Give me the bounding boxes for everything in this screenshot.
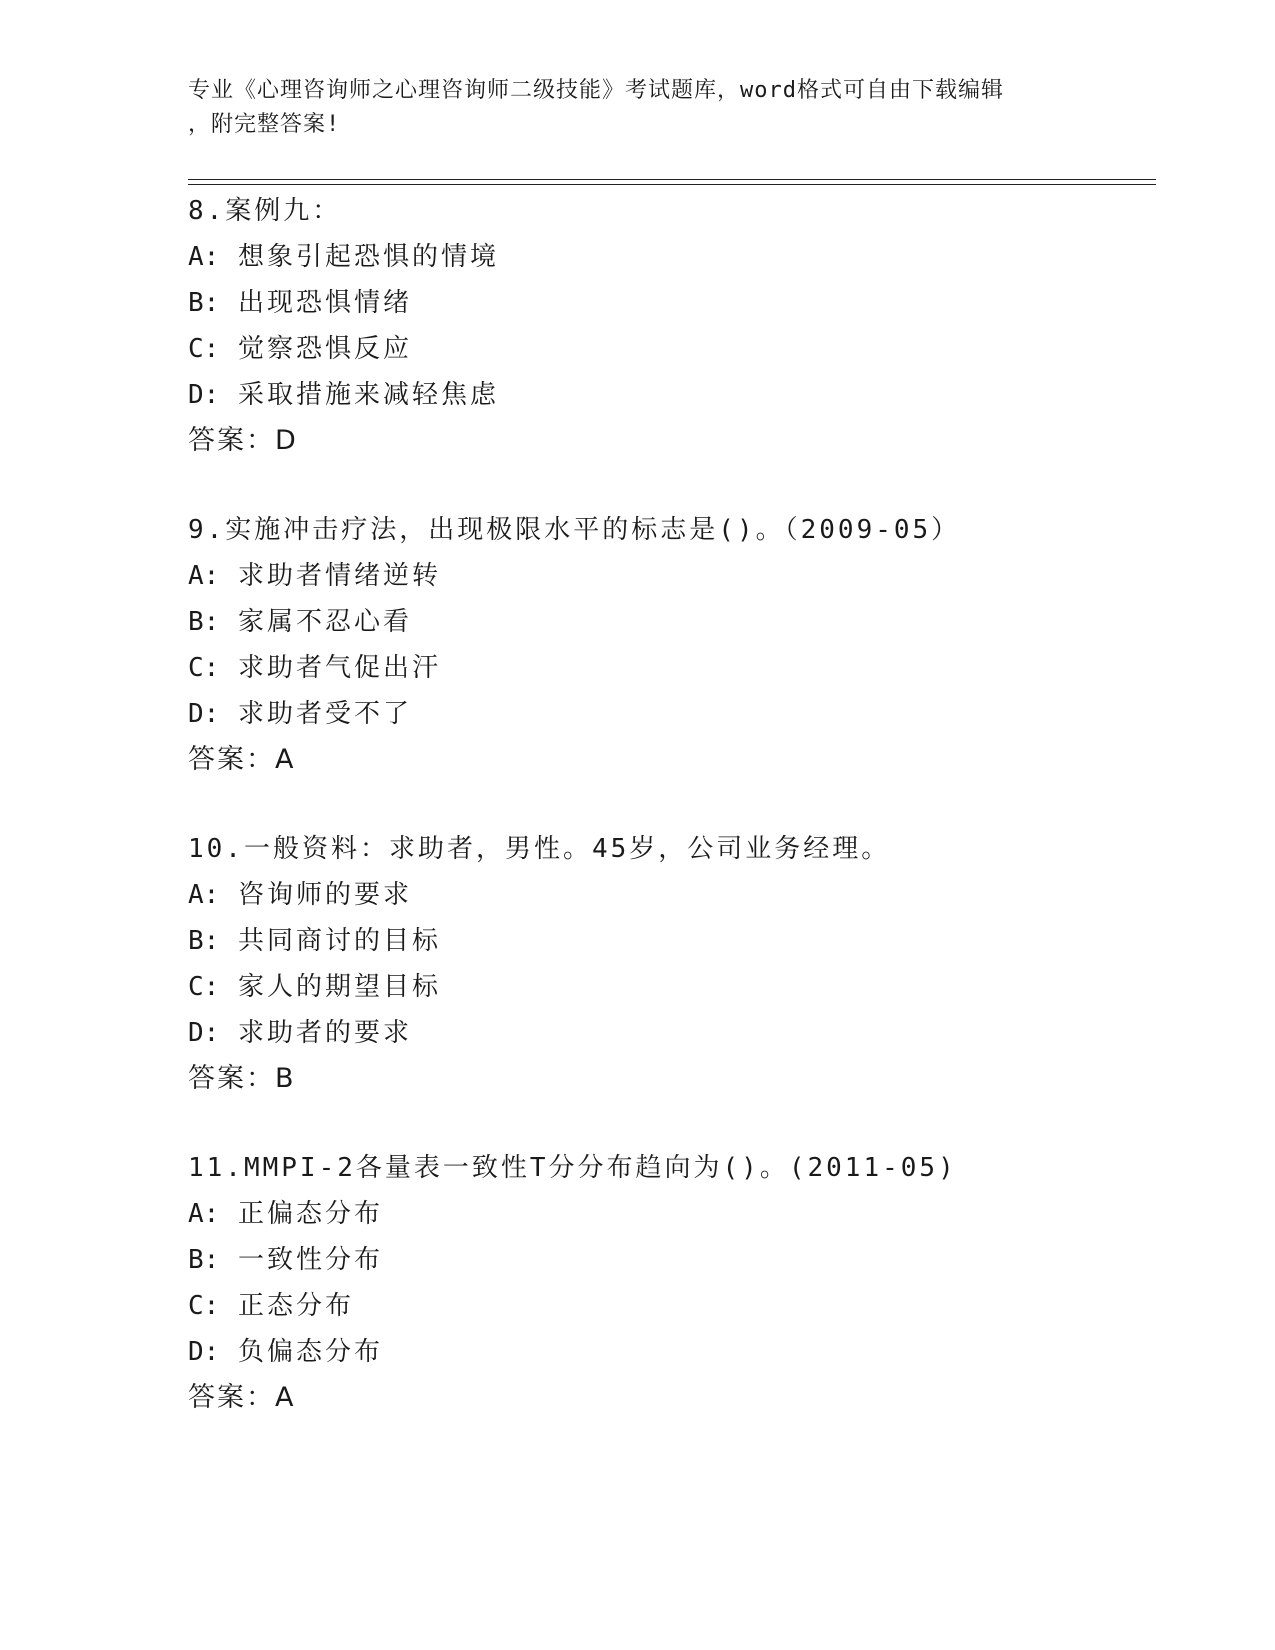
option-d <box>188 1010 1148 1056</box>
question-11 <box>188 1145 1148 1421</box>
question-stem: 11.MMPI-2各量表一致性T分分布趋向为()。(2011-05) <box>188 1153 957 1183</box>
option-letter: B: <box>188 1245 220 1275</box>
option-d <box>188 691 1148 737</box>
option-text: 求助者气促出汗 <box>237 653 441 683</box>
option-a <box>188 872 1148 918</box>
header-line-2: ，附完整答案! <box>188 112 341 137</box>
answer: 答案：A <box>188 1382 296 1413</box>
option-letter: D: <box>188 1337 220 1367</box>
question-8 <box>188 188 1148 464</box>
option-letter: A: <box>188 1199 220 1229</box>
option-letter: C: <box>188 334 220 364</box>
option-letter: B: <box>188 607 220 637</box>
option-text: 求助者情绪逆转 <box>237 561 441 591</box>
answer: 答案：D <box>188 425 298 456</box>
option-a <box>188 1191 1148 1237</box>
header-line-1: 专业《心理咨询师之心理咨询师二级技能》考试题库，word格式可自由下载编辑 <box>188 78 1004 103</box>
option-text: 出现恐惧情绪 <box>237 288 412 318</box>
option-c <box>188 964 1148 1010</box>
option-letter: D: <box>188 699 220 729</box>
question-stem: 8.案例九： <box>188 196 342 226</box>
option-b <box>188 1237 1148 1283</box>
header-divider-bottom <box>188 184 1156 185</box>
question-9 <box>188 507 1148 783</box>
option-letter: D: <box>188 380 220 410</box>
answer: 答案：B <box>188 1063 296 1094</box>
option-d <box>188 372 1148 418</box>
option-a <box>188 553 1148 599</box>
header-divider-top <box>188 179 1156 180</box>
option-b <box>188 599 1148 645</box>
option-letter: A: <box>188 880 220 910</box>
question-stem: 10.一般资料：求助者，男性。45岁，公司业务经理。 <box>188 834 891 864</box>
option-text: 负偏态分布 <box>237 1337 383 1367</box>
option-text: 共同商讨的目标 <box>237 926 441 956</box>
option-text: 采取措施来减轻焦虑 <box>237 380 499 410</box>
option-text: 想象引起恐惧的情境 <box>237 242 499 272</box>
option-letter: A: <box>188 561 220 591</box>
document-header <box>188 74 1088 142</box>
option-text: 求助者受不了 <box>237 699 412 729</box>
option-c <box>188 645 1148 691</box>
option-d <box>188 1329 1148 1375</box>
option-letter: B: <box>188 926 220 956</box>
option-letter: C: <box>188 1291 220 1321</box>
option-letter: D: <box>188 1018 220 1048</box>
option-c <box>188 326 1148 372</box>
option-b <box>188 918 1148 964</box>
option-text: 正态分布 <box>237 1291 354 1321</box>
option-letter: C: <box>188 972 220 1002</box>
option-text: 求助者的要求 <box>237 1018 412 1048</box>
option-text: 正偏态分布 <box>237 1199 383 1229</box>
option-text: 觉察恐惧反应 <box>237 334 412 364</box>
option-a <box>188 234 1148 280</box>
option-letter: B: <box>188 288 220 318</box>
option-text: 家人的期望目标 <box>237 972 441 1002</box>
option-text: 一致性分布 <box>237 1245 383 1275</box>
option-letter: C: <box>188 653 220 683</box>
option-c <box>188 1283 1148 1329</box>
option-text: 咨询师的要求 <box>237 880 412 910</box>
option-text: 家属不忍心看 <box>237 607 412 637</box>
question-stem: 9.实施冲击疗法，出现极限水平的标志是()。（2009-05） <box>188 515 961 545</box>
question-10 <box>188 826 1148 1102</box>
option-b <box>188 280 1148 326</box>
option-letter: A: <box>188 242 220 272</box>
answer: 答案：A <box>188 744 296 775</box>
